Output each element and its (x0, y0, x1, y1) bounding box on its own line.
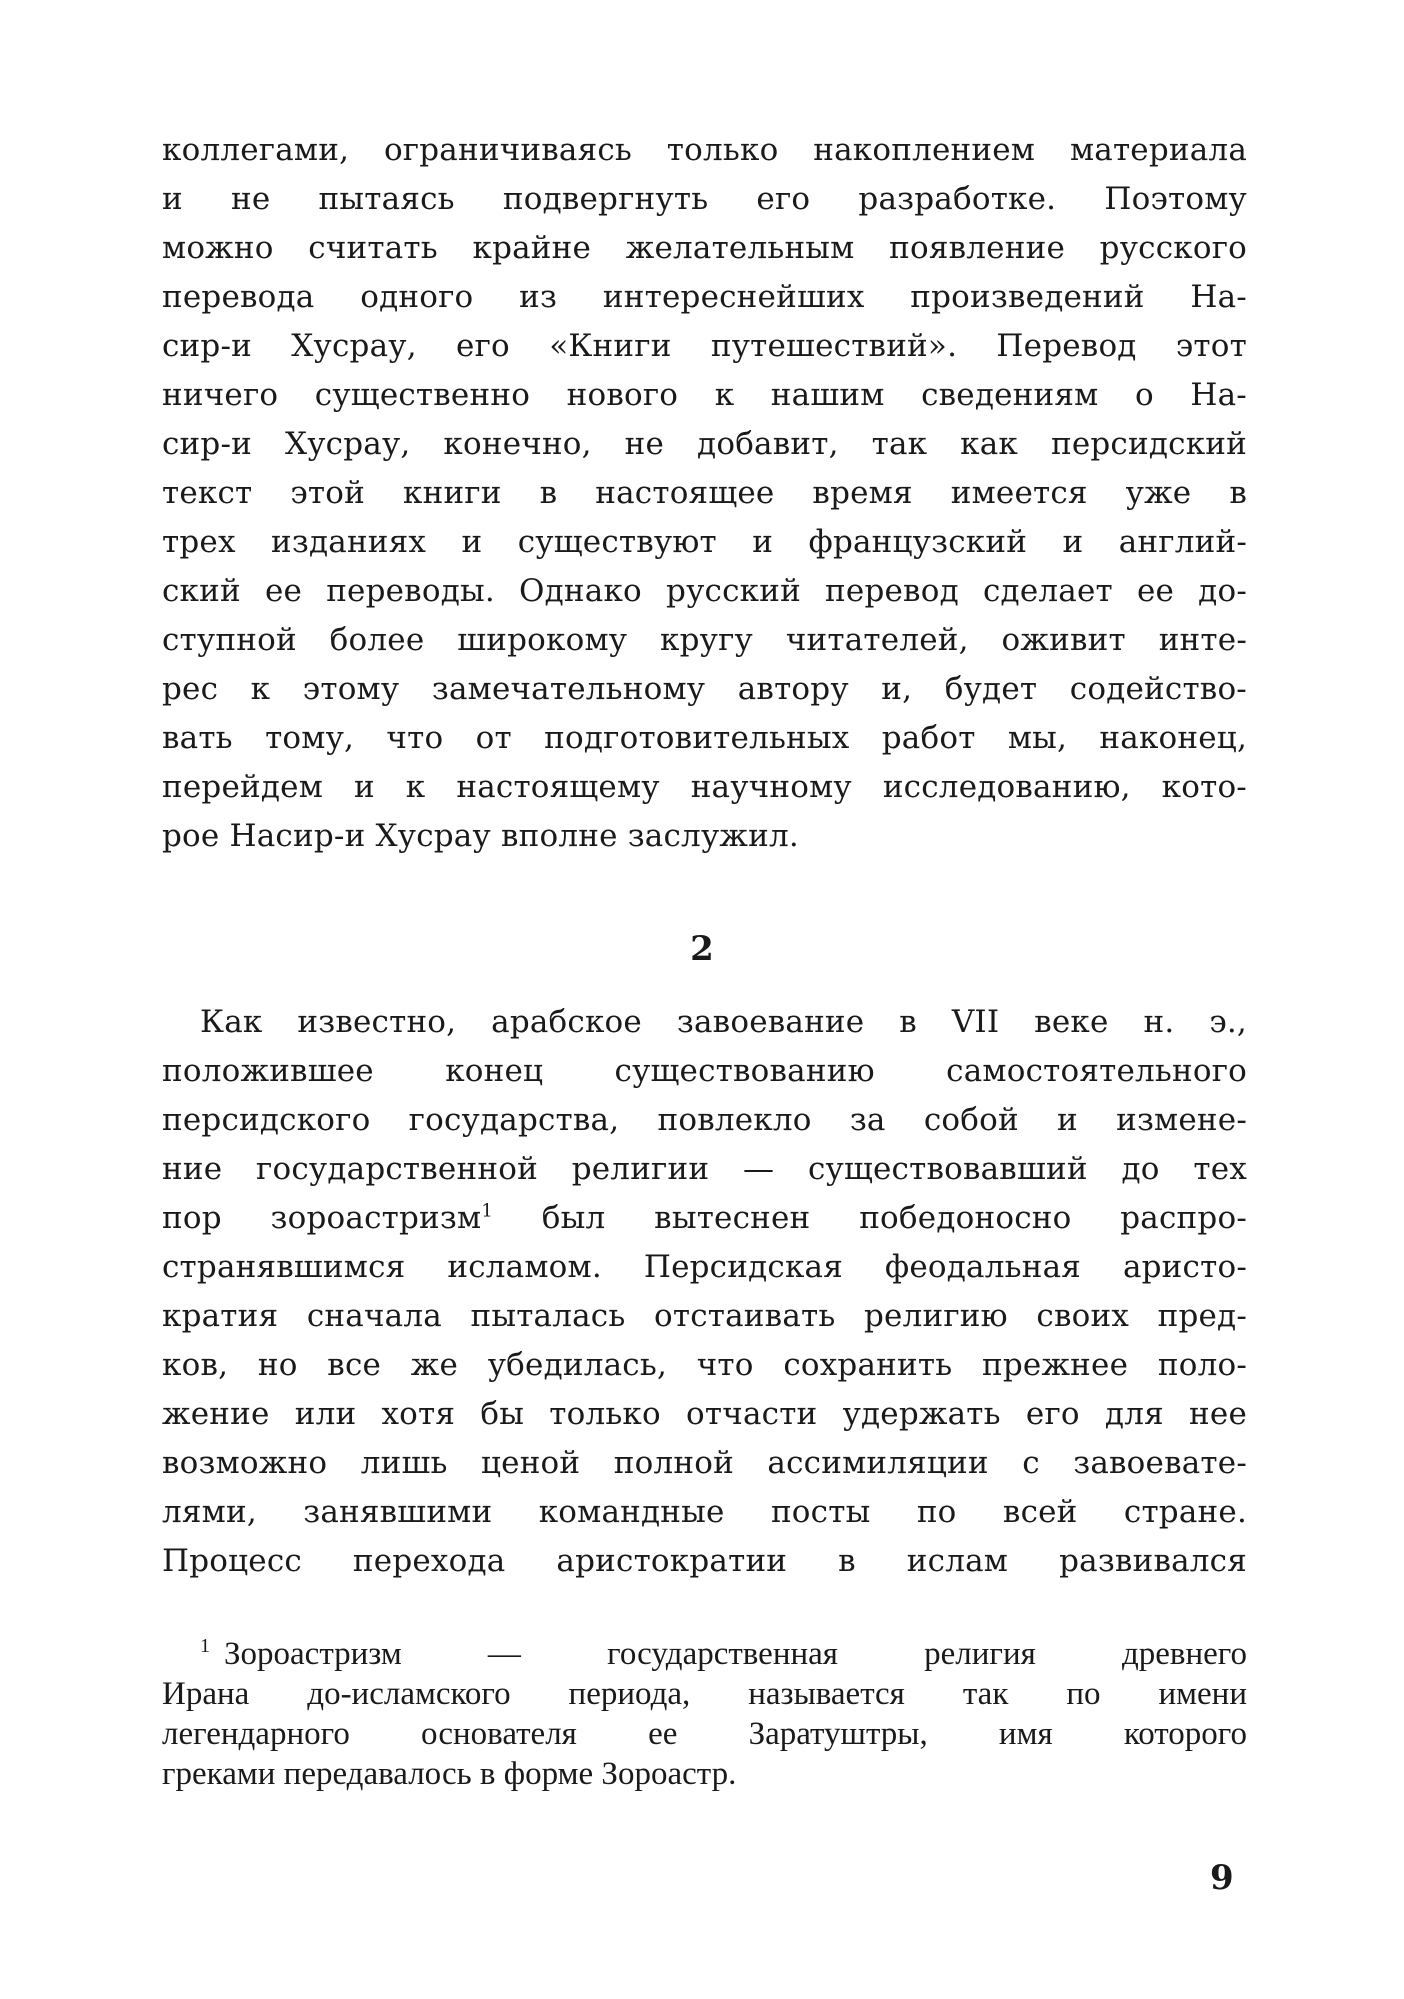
text-line: ступной более широкому кругу читателей, оживит инте- (162, 622, 1247, 658)
text-line: сир-и Хусрау, его «Книги путешествий». Перевод этот (162, 328, 1247, 364)
text-line: лями, занявшими командные посты по всей стране. (162, 1494, 1247, 1530)
text-line: Процесс перехода аристократии в ислам развивался (162, 1543, 1247, 1579)
text-line: перейдем и к настоящему научному исследованию, кото- (162, 769, 1247, 805)
text-line: персидского государства, повлекло за собой и измене- (162, 1102, 1247, 1138)
text-line-with-footnote-ref (162, 1194, 1247, 1243)
text-line: странявшимся исламом. Персидская феодальная аристо- (162, 1249, 1247, 1285)
text-line: можно считать крайне желательным появление русского (162, 230, 1247, 266)
text-fragment: пор зороастризм (162, 1200, 482, 1236)
text-line: ничего существенно нового к нашим сведениям о На- (162, 377, 1247, 413)
text-line: ков, но все же убедилась, что сохранить прежнее поло- (162, 1347, 1247, 1383)
text-line: кратия сначала пыталась отстаивать религию своих пред- (162, 1298, 1247, 1334)
footnote-text: Зороастризм — государственная религия древнего (224, 1636, 1247, 1672)
text-line: трех изданиях и существуют и французский и англий- (162, 524, 1247, 560)
text-line: текст этой книги в настоящее время имеется уже в (162, 475, 1247, 511)
text-line: перевода одного из интереснейших произведений На- (162, 279, 1247, 315)
paragraph-1 (162, 126, 1247, 861)
text-line: Как известно, арабское завоевание в VII веке н. э., (200, 1004, 1247, 1040)
text-line: ние государственной религии — существовавший до тех (162, 1151, 1247, 1187)
text-line: и не пытаясь подвергнуть его разработке. Поэтому (162, 181, 1247, 217)
footnote-line: Ирана до-исламского периода, называется так по имени (162, 1676, 1247, 1712)
text-line: ский ее переводы. Однако русский перевод сделает ее до- (162, 573, 1247, 609)
text-line: рое Насир-и Хусрау вполне заслужил. (162, 818, 799, 854)
page-number: 9 (1210, 1858, 1234, 1898)
footnote-reference[interactable]: 1 (481, 1200, 493, 1222)
text-fragment: был вытеснен победоносно распро- (493, 1200, 1247, 1236)
text-line: вать тому, что от подготовительных работ мы, наконец, (162, 720, 1247, 756)
section-number: 2 (690, 929, 714, 969)
paragraph-2 (162, 998, 1247, 1586)
text-line: коллегами, ограничиваясь только накоплением материала (162, 132, 1247, 168)
text-line: рес к этому замечательному автору и, будет содейство- (162, 671, 1247, 707)
footnote (162, 1634, 1247, 1794)
text-line: положившее конец существованию самостоятельного (162, 1053, 1247, 1089)
text-line: жение или хотя бы только отчасти удержать его для нее (162, 1396, 1247, 1432)
footnote-line: греками передавалось в форме Зороастр. (162, 1756, 737, 1792)
footnote-line (162, 1634, 1247, 1674)
footnote-mark: 1 (200, 1635, 210, 1657)
text-line: сир-и Хусрау, конечно, не добавит, так как персидский (162, 426, 1247, 462)
text-line: возможно лишь ценой полной ассимиляции с завоевате- (162, 1445, 1247, 1481)
footnote-line: легендарного основателя ее Заратуштры, имя которого (162, 1716, 1247, 1752)
